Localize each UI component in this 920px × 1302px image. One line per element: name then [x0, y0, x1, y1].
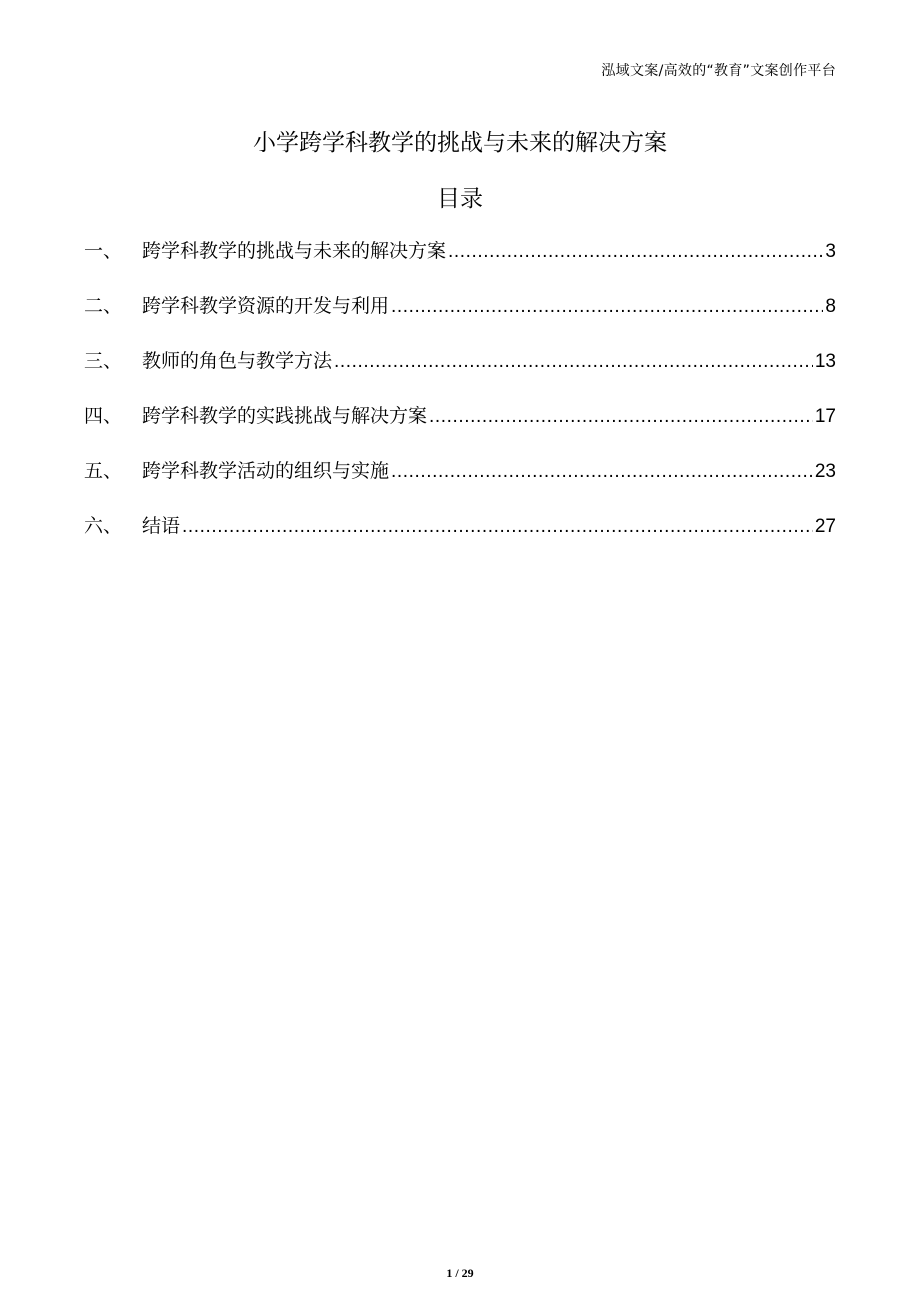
toc-dot-leader	[182, 516, 813, 538]
toc-entry-number: 五、	[84, 460, 123, 482]
toc-entry-page: 8	[825, 296, 836, 317]
toc-entry-number: 二、	[84, 295, 123, 317]
toc-heading: 目录	[437, 186, 483, 212]
toc-entry-title: 跨学科教学的实践挑战与解决方案	[142, 405, 428, 427]
toc-entry-5[interactable]	[84, 456, 836, 511]
toc-entry-3[interactable]	[84, 346, 836, 401]
toc-entry-number: 三、	[84, 350, 123, 372]
toc-entry-title: 跨学科教学资源的开发与利用	[142, 295, 390, 317]
toc-entry-number: 四、	[84, 405, 123, 427]
toc-entry-page: 17	[814, 406, 836, 427]
toc-dot-leader	[391, 296, 823, 318]
toc-entry-1[interactable]	[84, 236, 836, 291]
toc-entry-4[interactable]	[84, 401, 836, 456]
page-number-footer: 1 / 29	[446, 1266, 474, 1280]
toc-entry-page: 13	[814, 351, 836, 372]
toc-entry-6[interactable]	[84, 511, 836, 566]
toc-dot-leader	[448, 241, 823, 263]
toc-entry-2[interactable]	[84, 291, 836, 346]
toc-entry-title: 教师的角色与教学方法	[142, 350, 333, 372]
document-title: 小学跨学科教学的挑战与未来的解决方案	[253, 130, 667, 156]
toc-entry-number: 一、	[84, 240, 123, 262]
table-of-contents	[84, 236, 836, 566]
toc-dot-leader	[334, 351, 813, 373]
toc-entry-title: 跨学科教学的挑战与未来的解决方案	[142, 240, 447, 262]
toc-entry-page: 23	[814, 461, 836, 482]
page-header: 泓域文案/高效的“教育”文案创作平台	[601, 63, 836, 79]
toc-entry-page: 27	[814, 516, 836, 537]
toc-entry-title: 结语	[142, 515, 181, 537]
toc-entry-title: 跨学科教学活动的组织与实施	[142, 460, 390, 482]
toc-dot-leader	[391, 461, 813, 483]
toc-entry-number: 六、	[84, 515, 123, 537]
toc-dot-leader	[429, 406, 813, 428]
toc-entry-page: 3	[825, 241, 836, 262]
